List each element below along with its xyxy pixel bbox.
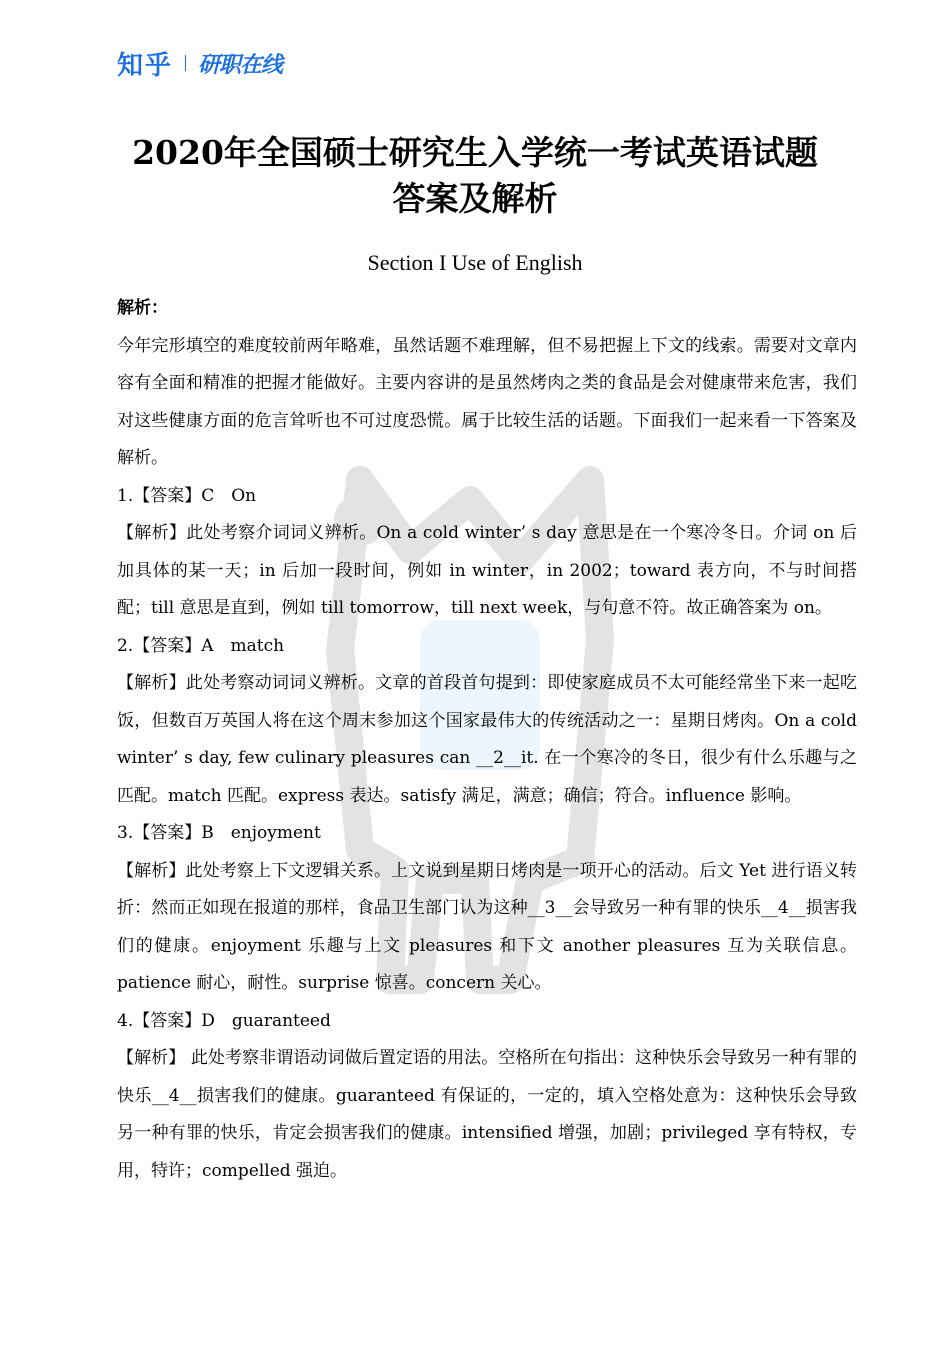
title-line-2: 答案及解析 (392, 179, 558, 218)
intro-label: 解析： (117, 298, 168, 318)
brand-name: 知乎 (117, 50, 174, 81)
answer-2: 2.【答案】A match (117, 635, 285, 656)
section-heading: Section I Use of English (367, 250, 583, 275)
brand-subname: 研职在线 (198, 52, 283, 78)
brand-divider (185, 55, 186, 71)
answer-1: 1.【答案】C On (117, 485, 257, 506)
brand-logo (117, 47, 282, 79)
document-body (117, 290, 857, 1190)
analysis-1: 【解析】此处考察介词词义辨析。On a cold winter’ s day 意思是在一个寒冷冬日。介词 on 后加具体的某一天；in 后加一段时间，例如 in winter，in 2002；toward 表方向，不与时间搭配；till 意思是直到，例如 till tomorrow，till next week，与句意不符。故正确答案为 on。 (117, 523, 857, 618)
intro-paragraph: 今年完形填空的难度较前两年略难，虽然话题不难理解，但不易把握上下文的线索。需要对文章内容有全面和精准的把握才能做好。主要内容讲的是虽然烤肉之类的食品是会对健康带来危害，我们对这些健康方面的危言耸听也不可过度恐慌。属于比较生活的话题。下面我们一起来看一下答案及解析。 (117, 335, 857, 468)
answer-3: 3.【答案】B enjoyment (117, 823, 321, 843)
answer-4: 4.【答案】D guaranteed (117, 1010, 331, 1031)
analysis-4: 【解析】 此处考察非谓语动词做后置定语的用法。空格所在句指出：这种快乐会导致另一种有罪的快乐__4__损害我们的健康。guaranteed 有保证的，一定的，填入空格处意为：这种快乐会导致另一种有罪的快乐，肯定会损害我们的健康。intensified 增强，加剧；privileged 享有特权，专用，特许；compelled 强迫。 (117, 1048, 857, 1181)
document-title (0, 130, 950, 222)
analysis-3: 【解析】此处考察上下文逻辑关系。上文说到星期日烤肉是一项开心的活动。后文 Yet 进行语义转折：然而正如现在报道的那样，食品卫生部门认为这种__3__会导致另一种有罪的快乐__4__损害我们的健康。enjoyment 乐趣与上文 pleasures 和下文 another pleasures 互为关联信息。patience 耐心，耐性。surprise 惊喜。concern 关心。 (117, 860, 857, 993)
title-line-1: 2020年全国硕士研究生入学统一考试英语试题 (132, 133, 818, 172)
analysis-2: 【解析】此处考察动词词义辨析。文章的首段首句提到：即使家庭成员不太可能经常坐下来一起吃饭，但数百万英国人将在这个周末参加这个国家最伟大的传统活动之一：星期日烤肉。On a cold winter’ s day, few culinary pleasures can __2__it. 在一个寒冷的冬日，很少有什么乐趣与之匹配。match 匹配。express 表达。satisfy 满足，满意；确信；符合。influence 影响。 (117, 673, 857, 806)
